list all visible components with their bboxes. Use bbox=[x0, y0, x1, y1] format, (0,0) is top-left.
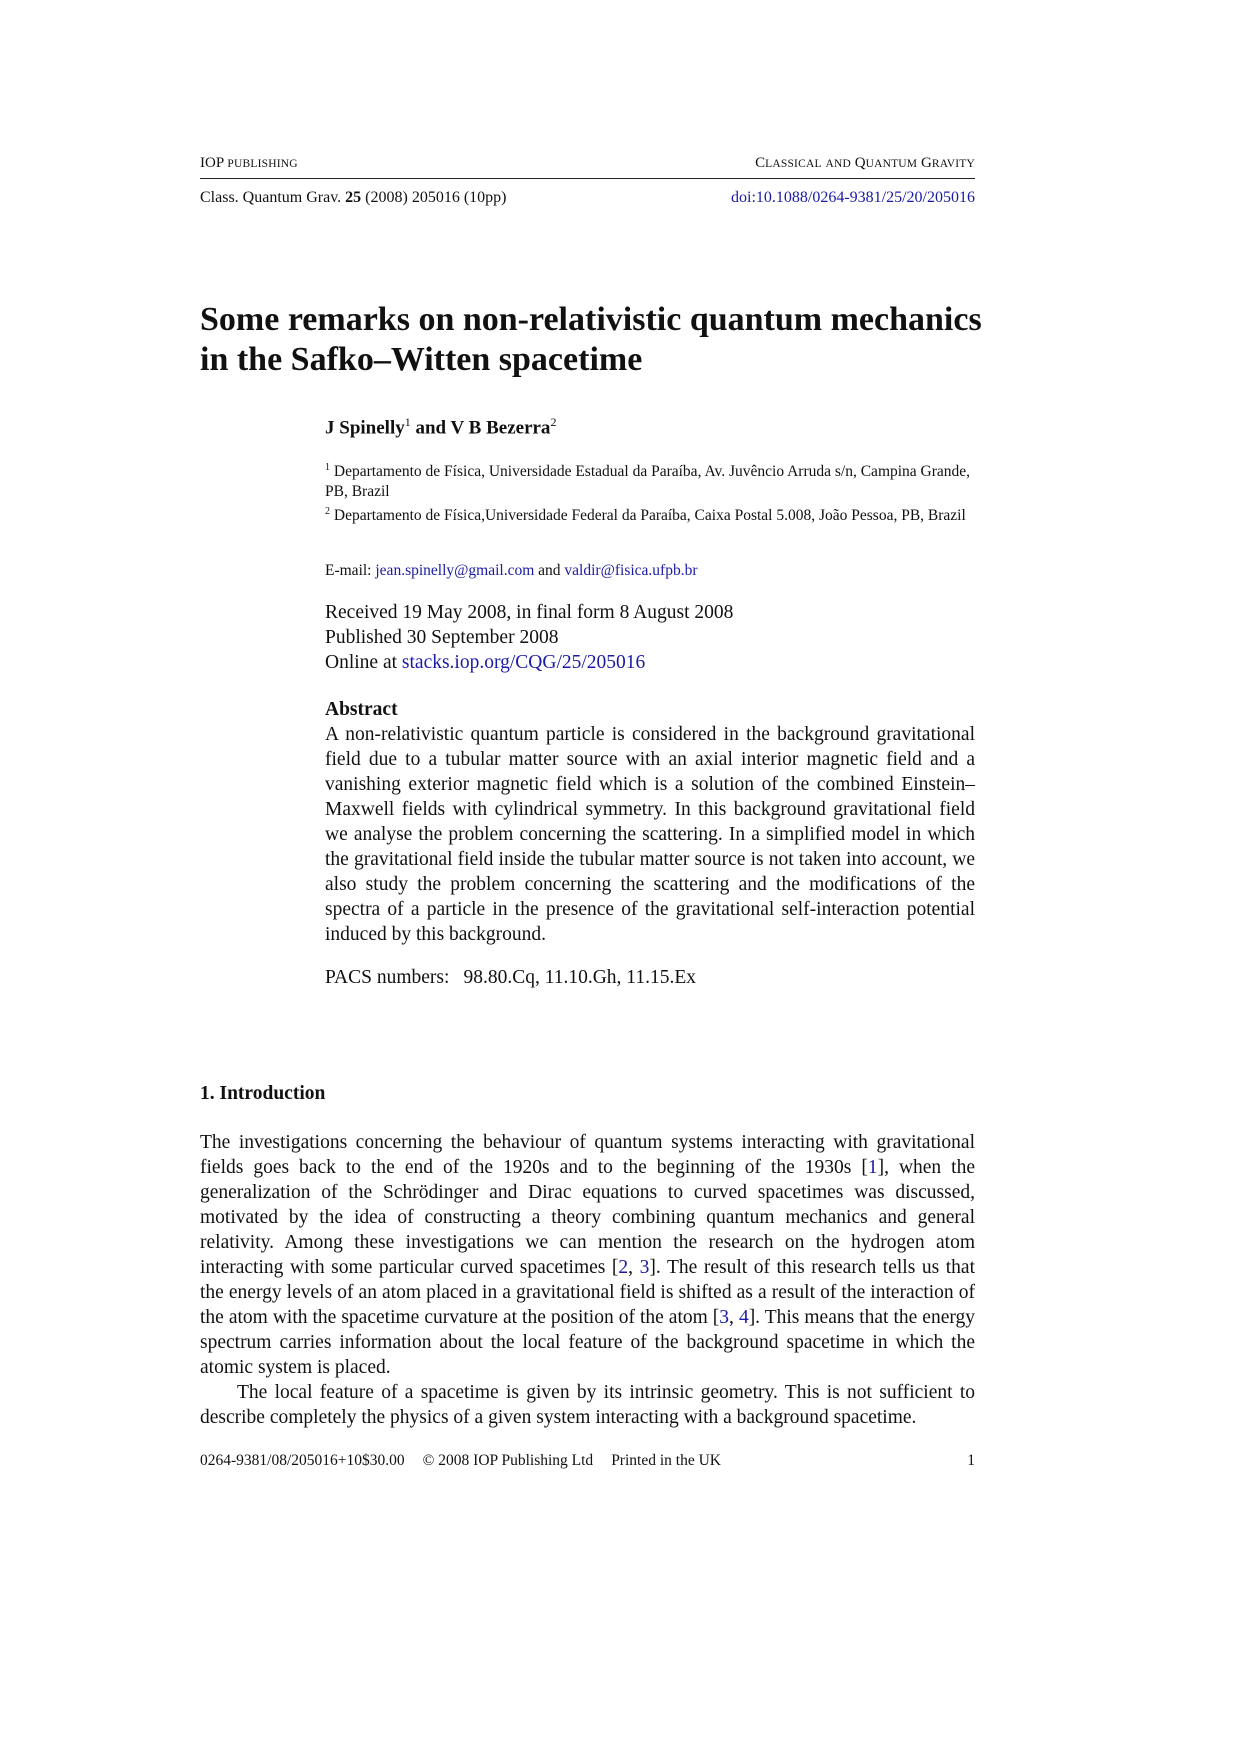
page-footer bbox=[200, 1452, 975, 1470]
page-number: 1 bbox=[967, 1452, 975, 1469]
email-conjunction: and bbox=[538, 562, 561, 579]
pacs-values: 98.80.Cq, 11.10.Gh, 11.15.Ex bbox=[463, 967, 696, 988]
printed-notice: Printed in the UK bbox=[611, 1452, 721, 1469]
online-link[interactable]: stacks.iop.org/CQG/25/205016 bbox=[401, 652, 646, 673]
email-line bbox=[325, 562, 698, 580]
paper-title: Some remarks on non-relativistic quantum mechanics in the Safko–Witten spacetime bbox=[200, 301, 982, 378]
email-link[interactable]: valdir@fisica.ufpb.br bbox=[564, 562, 698, 579]
citation-link[interactable]: 3 bbox=[639, 1257, 650, 1278]
published-date: Published 30 September 2008 bbox=[325, 627, 559, 648]
citation-link[interactable]: 3 bbox=[719, 1307, 730, 1328]
online-line: Online at stacks.iop.org/CQG/25/205016 bbox=[325, 652, 646, 673]
copyright-notice: © 2008 IOP Publishing Ltd bbox=[422, 1452, 594, 1469]
citation-line bbox=[200, 189, 975, 207]
affiliations bbox=[325, 458, 980, 526]
citation-link[interactable]: 2 bbox=[618, 1257, 629, 1278]
article-code: 0264-9381/08/205016+10$30.00 bbox=[200, 1452, 405, 1469]
abstract-text: A non-relativistic quantum particle is considered in the background gravitational field due to a tubular matter source with an axial interior magnetic field and a vanishing exterior magnetic field which is a solution of the combined Einstein–Maxwell fields with cylindrical symmetry. In this background gravitational field we analyse the problem concerning the scattering. In a simplified model in which the gravitational field inside the tubular matter source is not taken into account, we also study the problem concerning the scattering and the modifications of the spectra of a particle in the presence of the gravitational self-interaction potential induced by this background. bbox=[325, 724, 975, 945]
affiliation-item: $^2$ Departamento de Física,Universidade Federal da Paraíba, Caixa Postal 5.008, João Pessoa, PB, Brazil bbox=[325, 506, 966, 525]
doi-link[interactable]: doi:10.1088/0264-9381/25/20/205016 bbox=[731, 189, 975, 206]
affiliation-item: $^1$ Departamento de Física, Universidade Estadual da Paraíba, Av. Juvêncio Arruda s/n, Campina Grande, PB, Brazil bbox=[325, 462, 971, 501]
paragraph: The local feature of a spacetime is given by its intrinsic geometry. This is not sufficient to describe completely the physics of a given system interacting with a background spacetime. bbox=[200, 1382, 975, 1428]
section-body bbox=[200, 1130, 975, 1430]
pacs-label: PACS numbers: bbox=[325, 967, 450, 988]
abstract-heading: Abstract bbox=[325, 699, 398, 720]
footer-info bbox=[200, 1452, 739, 1470]
publisher-name: IOP PUBLISHING bbox=[200, 155, 298, 171]
abstract bbox=[325, 697, 975, 947]
author-name: V B Bezerra bbox=[450, 417, 551, 439]
section-heading: 1. Introduction bbox=[200, 1083, 326, 1104]
publication-dates bbox=[325, 600, 733, 675]
journal-citation: Class. Quantum Grav. 25 (2008) 205016 (10pp) bbox=[200, 189, 507, 206]
received-date: Received 19 May 2008, in final form 8 August 2008 bbox=[325, 602, 734, 623]
paragraph: The investigations concerning the behaviour of quantum systems interacting with gravitational fields goes back to the end of the 1920s and to the beginning of the 1930s [1], when the generalization of the Schrödinger and Dirac equations to curved spacetimes was discussed, motivated by the idea of constructing a theory combining quantum mechanics and general relativity. Among these investigations we can mention the research on the hydrogen atom interacting with some particular curved spacetimes [2, 3]. The result of this research tells us that the energy levels of an atom placed in a gravitational field is shifted as a result of the interaction of the atom with the spacetime curvature at the position of the atom [3, 4]. This means that the energy spectrum carries information about the local feature of the background spacetime in which the atomic system is placed. bbox=[200, 1132, 976, 1378]
author-name: J Spinelly bbox=[325, 417, 405, 439]
email-link[interactable]: jean.spinelly@gmail.com bbox=[375, 562, 535, 579]
citation-link[interactable]: 4 bbox=[738, 1307, 749, 1328]
running-header bbox=[200, 155, 975, 172]
affiliation-marker: 1 bbox=[404, 415, 411, 429]
affiliation-marker: 2 bbox=[550, 415, 557, 429]
journal-name: CLASSICAL AND QUANTUM GRAVITY bbox=[755, 155, 975, 171]
email-label: E-mail: bbox=[325, 562, 372, 579]
author-conjunction: and bbox=[415, 417, 447, 439]
header-rule bbox=[200, 178, 975, 179]
citation-link[interactable]: 1 bbox=[867, 1157, 878, 1178]
author-list bbox=[325, 415, 556, 439]
pacs-numbers bbox=[325, 967, 696, 989]
